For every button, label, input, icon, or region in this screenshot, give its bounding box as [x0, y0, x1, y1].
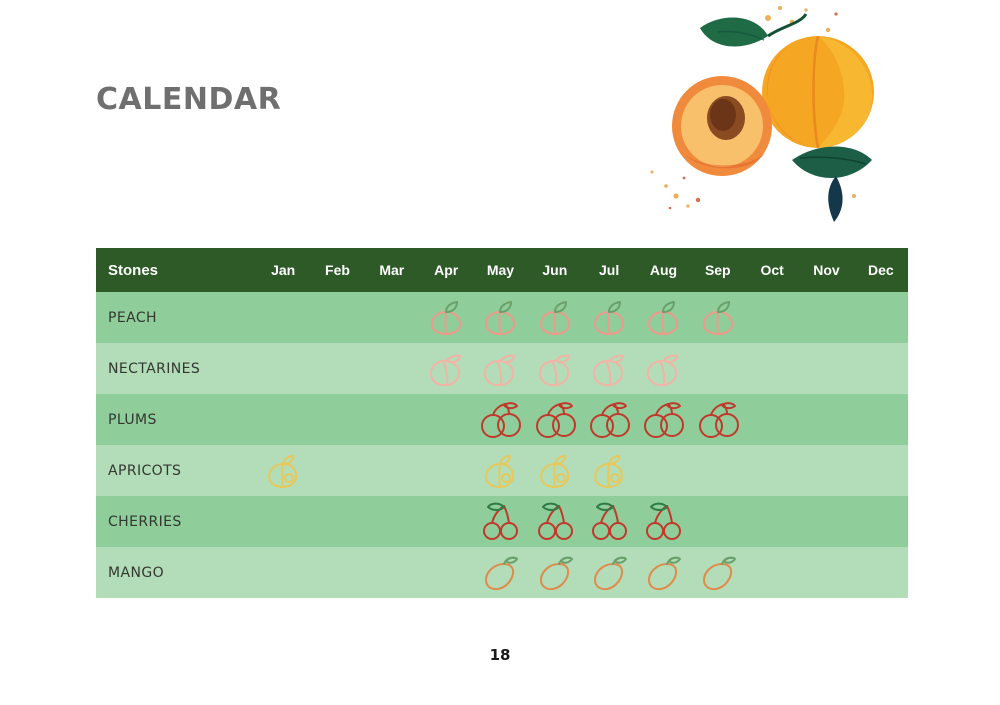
- apricot-icon: [582, 451, 636, 491]
- cell-cherries-oct: [745, 496, 799, 547]
- cell-cherries-sep: [691, 496, 745, 547]
- cell-plums-feb: [310, 394, 364, 445]
- cell-mango-may: [473, 547, 527, 598]
- apricot-icon: [256, 451, 310, 491]
- cell-plums-dec: [854, 394, 908, 445]
- nectarine-icon: [473, 349, 527, 389]
- table-row: [96, 547, 908, 598]
- cell-apricots-dec: [854, 445, 908, 496]
- cell-plums-may: [473, 394, 527, 445]
- plum-icon: [528, 400, 582, 440]
- cell-plums-nov: [799, 394, 853, 445]
- cell-peach-jun: [528, 292, 582, 343]
- plum-icon: [636, 400, 690, 440]
- page-number: 18: [489, 646, 511, 664]
- plum-icon: [582, 400, 636, 440]
- cell-peach-jan: [256, 292, 310, 343]
- header-month-dec: Dec: [854, 248, 908, 292]
- cell-peach-dec: [854, 292, 908, 343]
- cell-mango-aug: [636, 547, 690, 598]
- cell-apricots-apr: [419, 445, 473, 496]
- header-month-may: May: [473, 248, 527, 292]
- cell-peach-oct: [745, 292, 799, 343]
- cell-mango-jul: [582, 547, 636, 598]
- table-row: [96, 343, 908, 394]
- cell-plums-oct: [745, 394, 799, 445]
- cell-mango-dec: [854, 547, 908, 598]
- cell-nectarines-dec: [854, 343, 908, 394]
- cell-nectarines-jan: [256, 343, 310, 394]
- peach-icon: [582, 298, 636, 338]
- cell-cherries-jan: [256, 496, 310, 547]
- cell-peach-aug: [636, 292, 690, 343]
- row-label-peach: PEACH: [96, 292, 256, 343]
- cell-plums-jun: [528, 394, 582, 445]
- row-label-apricots: APRICOTS: [96, 445, 256, 496]
- nectarine-icon: [419, 349, 473, 389]
- apricot-icon: [473, 451, 527, 491]
- cherry-icon: [528, 501, 582, 543]
- table-body: [96, 292, 908, 598]
- cell-mango-oct: [745, 547, 799, 598]
- nectarine-icon: [528, 349, 582, 389]
- table-header-row: [96, 248, 908, 292]
- cell-apricots-sep: [691, 445, 745, 496]
- cell-apricots-feb: [310, 445, 364, 496]
- cell-mango-nov: [799, 547, 853, 598]
- cell-nectarines-apr: [419, 343, 473, 394]
- peach-icon: [473, 298, 527, 338]
- cell-plums-jan: [256, 394, 310, 445]
- cell-nectarines-may: [473, 343, 527, 394]
- header-month-aug: Aug: [636, 248, 690, 292]
- peach-icon: [419, 298, 473, 338]
- cell-peach-apr: [419, 292, 473, 343]
- cell-apricots-jul: [582, 445, 636, 496]
- cell-cherries-feb: [310, 496, 364, 547]
- mango-icon: [582, 553, 636, 593]
- cell-nectarines-mar: [365, 343, 419, 394]
- cell-mango-mar: [365, 547, 419, 598]
- cell-apricots-jun: [528, 445, 582, 496]
- header-month-sep: Sep: [691, 248, 745, 292]
- header-month-apr: Apr: [419, 248, 473, 292]
- cherry-icon: [473, 501, 527, 543]
- cell-nectarines-jun: [528, 343, 582, 394]
- cell-nectarines-nov: [799, 343, 853, 394]
- cell-nectarines-jul: [582, 343, 636, 394]
- cell-peach-may: [473, 292, 527, 343]
- cell-nectarines-sep: [691, 343, 745, 394]
- cell-peach-mar: [365, 292, 419, 343]
- cell-cherries-jul: [582, 496, 636, 547]
- header-month-jun: Jun: [528, 248, 582, 292]
- cell-cherries-apr: [419, 496, 473, 547]
- header-month-oct: Oct: [745, 248, 799, 292]
- cell-peach-jul: [582, 292, 636, 343]
- plum-icon: [691, 400, 745, 440]
- cell-apricots-oct: [745, 445, 799, 496]
- cell-plums-sep: [691, 394, 745, 445]
- table-row: [96, 292, 908, 343]
- header-month-jul: Jul: [582, 248, 636, 292]
- mango-icon: [691, 553, 745, 593]
- cell-peach-feb: [310, 292, 364, 343]
- page-title: CALENDAR: [96, 82, 282, 117]
- mango-icon: [528, 553, 582, 593]
- cherry-icon: [582, 501, 636, 543]
- table-row: [96, 496, 908, 547]
- cell-cherries-jun: [528, 496, 582, 547]
- cell-mango-sep: [691, 547, 745, 598]
- mango-icon: [636, 553, 690, 593]
- row-label-nectarines: NECTARINES: [96, 343, 256, 394]
- peach-icon: [636, 298, 690, 338]
- cell-peach-nov: [799, 292, 853, 343]
- header-month-nov: Nov: [799, 248, 853, 292]
- nectarine-icon: [636, 349, 690, 389]
- apricot-watercolor-illustration: [640, 0, 900, 230]
- header-month-jan: Jan: [256, 248, 310, 292]
- nectarine-icon: [582, 349, 636, 389]
- cell-cherries-dec: [854, 496, 908, 547]
- cherry-icon: [636, 501, 690, 543]
- cell-apricots-mar: [365, 445, 419, 496]
- cell-cherries-aug: [636, 496, 690, 547]
- cell-mango-jun: [528, 547, 582, 598]
- cell-peach-sep: [691, 292, 745, 343]
- cell-nectarines-oct: [745, 343, 799, 394]
- cell-plums-jul: [582, 394, 636, 445]
- cell-cherries-may: [473, 496, 527, 547]
- header-category-label: Stones: [96, 248, 256, 292]
- table-header: [96, 248, 908, 292]
- header-month-feb: Feb: [310, 248, 364, 292]
- cell-cherries-nov: [799, 496, 853, 547]
- cell-apricots-aug: [636, 445, 690, 496]
- table-row: [96, 445, 908, 496]
- plum-icon: [473, 400, 527, 440]
- cell-cherries-mar: [365, 496, 419, 547]
- peach-icon: [528, 298, 582, 338]
- cell-apricots-jan: [256, 445, 310, 496]
- cell-mango-apr: [419, 547, 473, 598]
- cell-apricots-nov: [799, 445, 853, 496]
- cell-plums-aug: [636, 394, 690, 445]
- cell-nectarines-feb: [310, 343, 364, 394]
- header-month-mar: Mar: [365, 248, 419, 292]
- peach-icon: [691, 298, 745, 338]
- row-label-mango: MANGO: [96, 547, 256, 598]
- cell-plums-mar: [365, 394, 419, 445]
- table-row: [96, 394, 908, 445]
- fruit-seasonality-table: [96, 248, 908, 598]
- mango-icon: [473, 553, 527, 593]
- cell-plums-apr: [419, 394, 473, 445]
- row-label-cherries: CHERRIES: [96, 496, 256, 547]
- cell-nectarines-aug: [636, 343, 690, 394]
- row-label-plums: PLUMS: [96, 394, 256, 445]
- cell-apricots-may: [473, 445, 527, 496]
- cell-mango-jan: [256, 547, 310, 598]
- apricot-icon: [528, 451, 582, 491]
- cell-mango-feb: [310, 547, 364, 598]
